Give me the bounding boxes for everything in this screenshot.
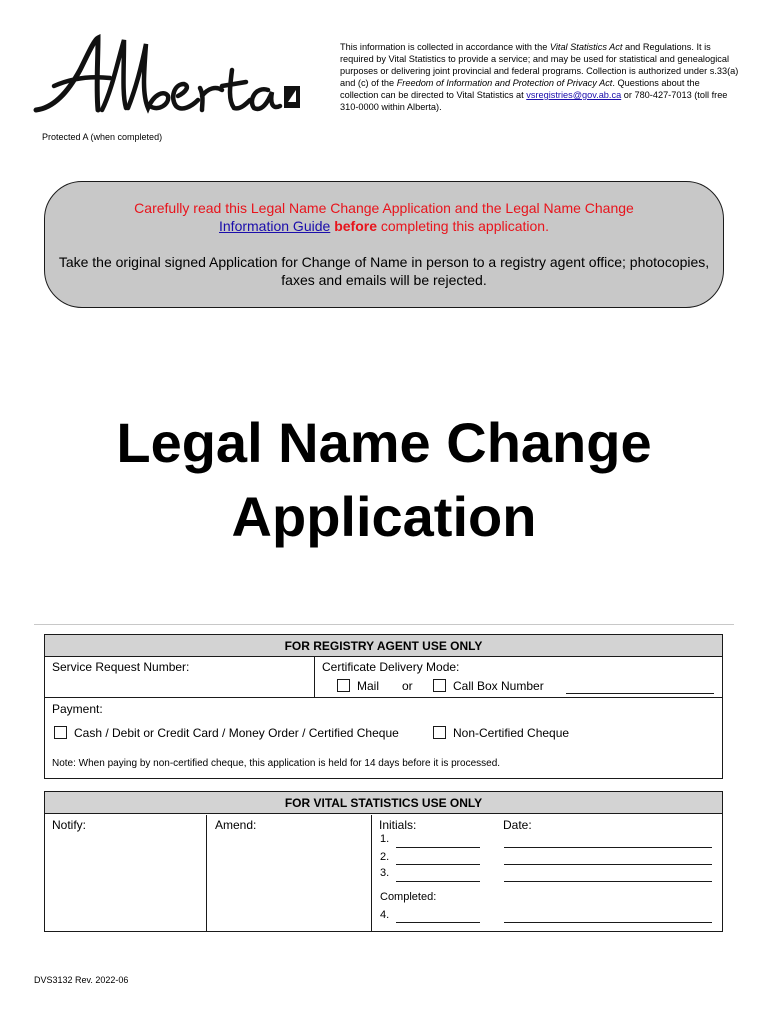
registry-agent-section xyxy=(44,634,723,779)
date-label: Date: xyxy=(503,818,532,832)
date-field-1[interactable] xyxy=(504,847,712,848)
alberta-logo xyxy=(32,30,304,120)
alberta-wordmark-graphic xyxy=(32,30,304,120)
cash-option-label: Cash / Debit or Credit Card / Money Order / Certified Cheque xyxy=(74,726,399,740)
privacy-text-3: . Questions about the collection can be directed to Vital Statistics at xyxy=(340,78,700,100)
registry-header: FOR REGISTRY AGENT USE ONLY xyxy=(45,635,722,657)
mail-label: Mail xyxy=(357,679,380,693)
delivery-mode-label: Certificate Delivery Mode: xyxy=(322,660,460,674)
registry-row-1 xyxy=(45,657,722,698)
notice-emphasis: before xyxy=(334,218,377,234)
amend-label: Amend: xyxy=(215,818,257,832)
privacy-statement xyxy=(340,41,740,113)
call-box-number-field[interactable] xyxy=(566,693,714,694)
vital-header: FOR VITAL STATISTICS USE ONLY xyxy=(45,792,722,814)
amend-cell[interactable] xyxy=(207,815,372,931)
non-certified-label: Non-Certified Cheque xyxy=(453,726,570,740)
or-label: or xyxy=(402,679,413,693)
row-number-3: 3. xyxy=(380,867,390,879)
divider xyxy=(34,624,734,625)
notice-text-1: Carefully read this Legal Name Change Application and the Legal Name Change xyxy=(134,200,634,216)
initials-field-4[interactable] xyxy=(396,922,480,923)
row-number-2: 2. xyxy=(380,851,390,863)
notice-line-1 xyxy=(45,199,723,235)
row-number-4: 4. xyxy=(380,909,390,921)
payment-note: Note: When paying by non-certified cheque, this application is held for 14 days before it is processed. xyxy=(52,758,501,769)
completed-label: Completed: xyxy=(380,891,437,903)
initials-label: Initials: xyxy=(379,818,417,832)
cash-checkbox[interactable] xyxy=(54,726,67,739)
information-guide-link[interactable]: Information Guide xyxy=(219,218,331,234)
date-field-3[interactable] xyxy=(504,881,712,882)
privacy-text-2: and Regulations. It is required by Vital Statistics to provide a service; and may be used for statistical and genealogical purposes or delivering joint provincial and federal programs. Collection is authorized under s.33(a) and (c) of the xyxy=(340,42,739,88)
initials-field-3[interactable] xyxy=(396,881,480,882)
notice-text-2: completing this application. xyxy=(376,218,549,234)
call-box-label: Call Box Number xyxy=(453,679,544,693)
privacy-text-4: or 780-427-7013 (toll free 310-0000 within Alberta). xyxy=(340,90,728,112)
call-box-checkbox[interactable] xyxy=(433,679,446,692)
notify-label: Notify: xyxy=(52,818,87,832)
notify-cell[interactable] xyxy=(45,815,207,931)
non-certified-checkbox[interactable] xyxy=(433,726,446,739)
title-line-1: Legal Name Change xyxy=(116,411,652,474)
notice-line-2: Take the original signed Application for Change of Name in person to a registry agent office; photocopies, faxes and emails will be rejected. xyxy=(58,254,710,288)
email-link[interactable]: vsregistries@gov.ab.ca xyxy=(526,90,622,100)
date-field-4[interactable] xyxy=(504,922,712,923)
initials-field-1[interactable] xyxy=(396,847,480,848)
title-line-2: Application xyxy=(231,485,537,548)
privacy-text-1: This information is collected in accordance with the xyxy=(340,42,550,52)
notice-box xyxy=(44,181,724,308)
service-request-label: Service Request Number: xyxy=(52,660,190,674)
mail-checkbox[interactable] xyxy=(337,679,350,692)
service-request-cell[interactable] xyxy=(45,657,315,697)
protected-label: Protected A (when completed) xyxy=(42,132,163,142)
date-field-2[interactable] xyxy=(504,864,712,865)
foip-act: Freedom of Information and Protection of Privacy Act xyxy=(396,78,613,88)
row-number-1: 1. xyxy=(380,833,390,845)
vital-statistics-act: Vital Statistics Act xyxy=(549,42,623,52)
page-title xyxy=(0,406,768,554)
vital-statistics-section xyxy=(44,791,723,932)
form-number: DVS3132 Rev. 2022-06 xyxy=(34,975,129,985)
payment-label: Payment: xyxy=(52,702,103,716)
initials-field-2[interactable] xyxy=(396,864,480,865)
